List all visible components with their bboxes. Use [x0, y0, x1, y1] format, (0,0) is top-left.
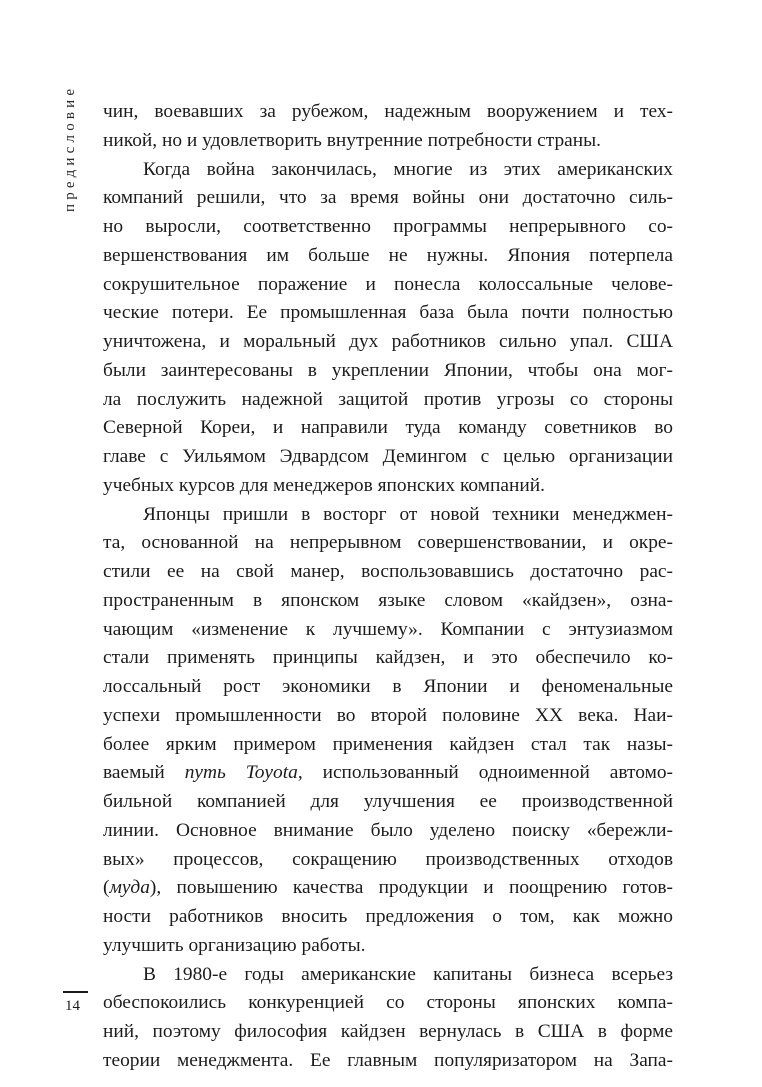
text-line: теории менеджмента. Ее главным популяризатором на Запа- — [103, 1049, 673, 1071]
text-line: компаний решили, что за время войны они достаточно силь- — [103, 187, 673, 209]
text-line: никой, но и удовлетворить внутренние потребности страны. — [103, 129, 602, 151]
text-line: успехи промышленности во второй половине XX века. Наи- — [103, 704, 673, 726]
text-line: чающим «изменение к лучшему». Компании с энтузиазмом — [103, 618, 673, 640]
text-run: ( — [103, 877, 110, 899]
italic-term: муда — [109, 877, 150, 899]
text-line: стили ее на свой манер, воспользовавшись достаточно рас- — [103, 561, 673, 582]
text-line: чин, воевавших за рубежом, надежным вооружением и тех- — [103, 101, 673, 122]
body-text — [103, 98, 673, 1076]
text-line: Японцы пришли в восторг от новой техники менеджмен- — [143, 503, 673, 525]
text-line: были заинтересованы в укреплении Японии, чтобы она мог- — [103, 359, 673, 381]
running-head: предисловие — [62, 84, 78, 212]
text-line: более ярким примером применения кайдзен стал так назы- — [103, 733, 673, 755]
text-line: вершенствования им больше не нужны. Япония потерпела — [103, 244, 673, 266]
text-line: та, основанной на непрерывном совершенствовании, и окре- — [103, 532, 673, 554]
text-line: лоссальный рост экономики в Японии и феноменальные — [103, 676, 673, 697]
text-line: ла послужить надежной защитой против угрозы со стороны — [103, 388, 673, 410]
text-line: вых» процессов, сокращению производственных отходов — [103, 848, 673, 870]
text-line: ности работников вносить предложения о том, как можно — [103, 906, 673, 927]
text-line: учебных курсов для менеджеров японских компаний. — [103, 474, 545, 496]
text-line: но выросли, соответственно программы непрерывного со- — [103, 216, 673, 237]
italic-term: путь Toyota — [184, 762, 298, 784]
text-line: линии. Основное внимание было уделено поиску «бережли- — [103, 819, 673, 841]
text-line: улучшить организацию работы. — [103, 934, 366, 956]
text-line: бильной компанией для улучшения ее производственной — [103, 791, 673, 812]
text-line: обеспокоились конкуренцией со стороны японских компа- — [103, 992, 673, 1014]
text-line: главе с Уильямом Эдвардсом Демингом с целью организации — [103, 446, 673, 467]
text-line — [103, 874, 673, 903]
text-line: уничтожена, и моральный дух работников сильно упал. США — [103, 331, 673, 352]
text-line: пространенным в японском языке словом «кайдзен», озна- — [103, 589, 673, 611]
text-line: стали применять принципы кайдзен, и это обеспечило ко- — [103, 647, 673, 669]
text-line: ний, поэтому философия кайдзен вернулась в США в форме — [103, 1021, 673, 1042]
text-run: , использованный одноименной автомо- — [297, 762, 674, 784]
page-number: 14 — [65, 998, 80, 1014]
text-line: ческие потери. Ее промышленная база была почти полностью — [103, 302, 673, 324]
text-line: сокрушительное поражение и понесла колоссальные челове- — [103, 273, 673, 295]
text-line: Северной Кореи, и направили туда команду советников во — [103, 417, 673, 439]
text-run: ваемый — [103, 762, 185, 784]
text-line: Когда война закончилась, многие из этих американских — [143, 158, 673, 180]
text-run: ), повышению качества продукции и поощрению готов- — [149, 877, 673, 899]
footer-rule — [63, 991, 88, 993]
text-line — [103, 759, 673, 788]
text-line: В 1980-е годы американские капитаны бизнеса всерьез — [143, 963, 673, 985]
